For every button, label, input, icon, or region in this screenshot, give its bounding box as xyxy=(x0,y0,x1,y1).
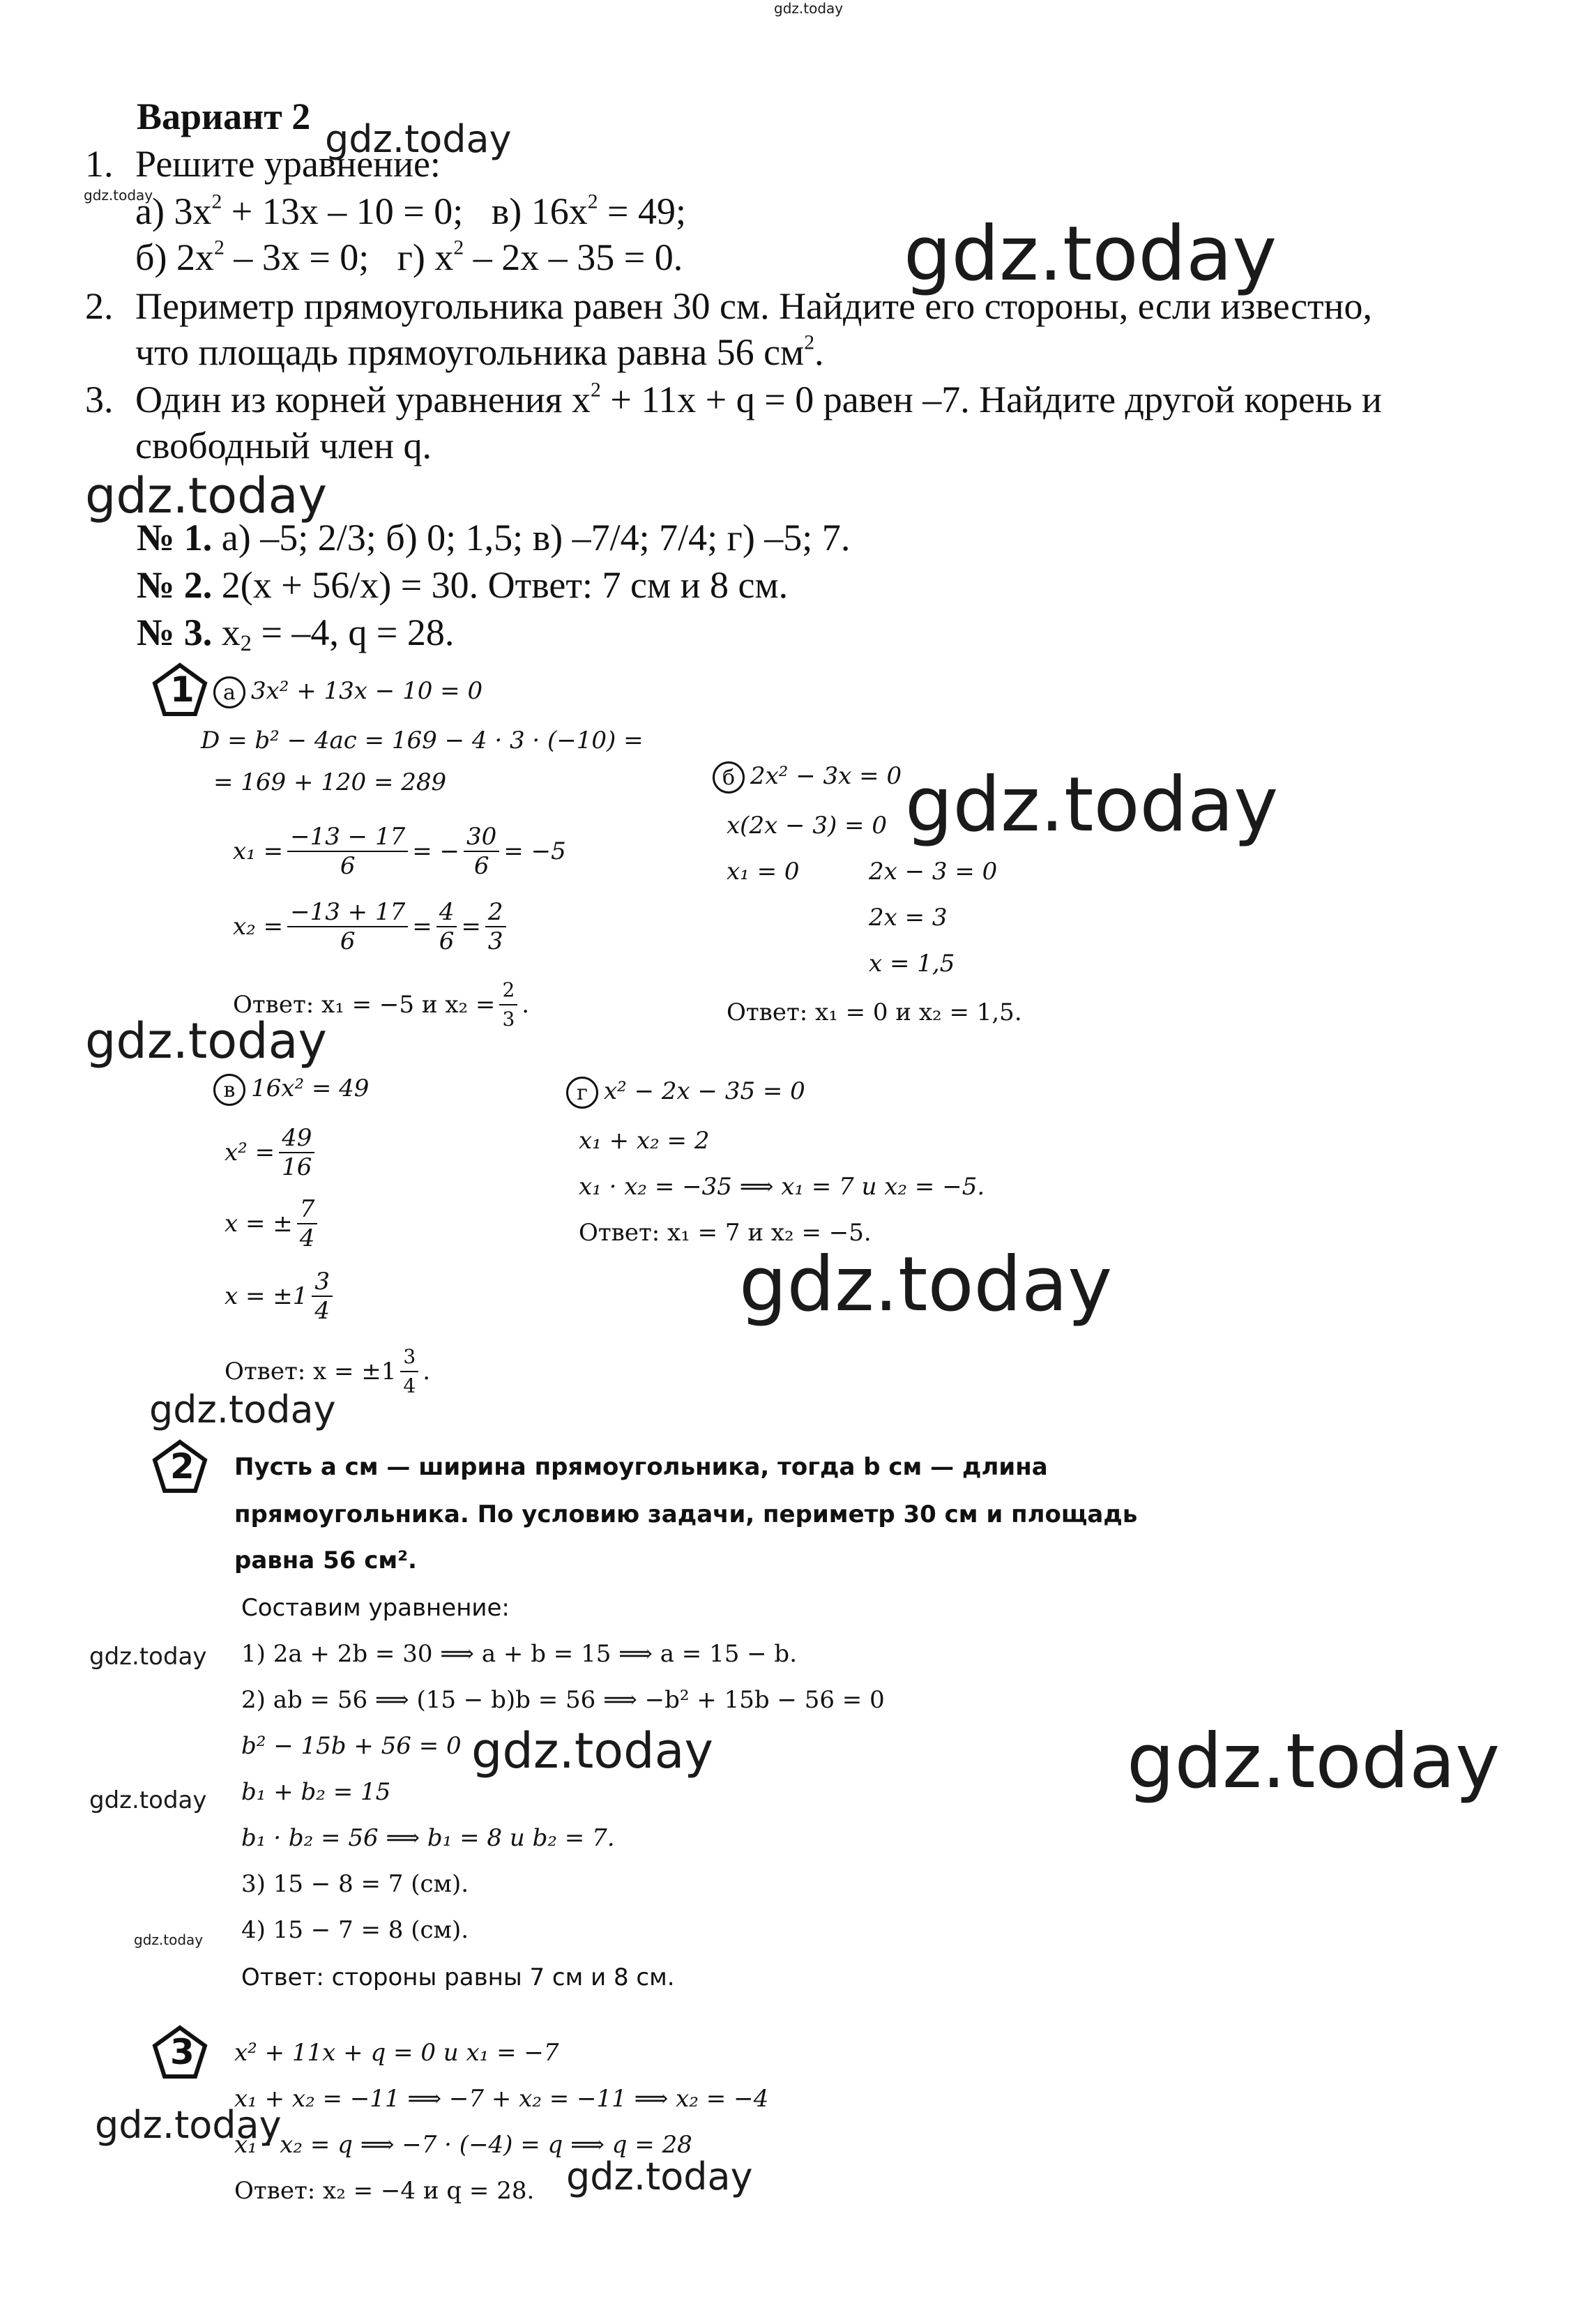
solution-1g-line: x₁ · x₂ = −35 ⟹ x₁ = 7 и x₂ = −5. xyxy=(579,1173,985,1201)
solution-1a-x2: x₂ = $\frac{-13 + 17}{6}$ = $\frac{4}{6}$ = $\frac{2}{3}$ xyxy=(233,898,510,955)
solution-2-text: равна 56 см². xyxy=(234,1547,417,1574)
watermark: gdz.today xyxy=(134,1931,204,1948)
solution-1a-x1: x₁ = $\frac{-13 - 17}{6}$ = − $\frac{30}{6}$ = −5 xyxy=(233,823,566,880)
task-number: 2. xyxy=(85,285,114,327)
solution-1v-line: x² = $\frac{49}{16}$ xyxy=(225,1124,319,1181)
solution-2-line: 1) 2a + 2b = 30 ⟹ a + b = 15 ⟹ a = 15 − b. xyxy=(241,1640,798,1668)
solution-2-text: прямоугольника. По условию задачи, периметр 30 см и площадь xyxy=(234,1501,1138,1528)
task-1-badge-number: 1 xyxy=(170,669,195,710)
task-3-line-2: свободный член q. xyxy=(135,425,432,466)
solution-2-line: Составим уравнение: xyxy=(241,1594,510,1622)
solution-3-line: x₁ · x₂ = q ⟹ −7 · (−4) = q ⟹ q = 28 xyxy=(234,2131,692,2159)
task-2 xyxy=(85,283,1372,329)
watermark: gdz.today xyxy=(325,117,512,161)
watermark: gdz.today xyxy=(85,467,327,524)
watermark: gdz.today xyxy=(471,1722,713,1779)
task-number: 1. xyxy=(85,143,114,185)
item-label-b: б xyxy=(713,761,745,793)
task-1-items-row-2 xyxy=(135,234,683,280)
solution-1b-answer: Ответ: x₁ = 0 и x₂ = 1,5. xyxy=(727,998,1022,1026)
task-number: 3. xyxy=(85,379,114,420)
solution-1v-answer: Ответ: x = ±1 $\frac{3}{4}$ . xyxy=(225,1343,430,1400)
solution-3-line: x₁ + x₂ = −11 ⟹ −7 + x₂ = −11 ⟹ x₂ = −4 xyxy=(234,2085,769,2113)
task-1-item-a: а) $3x^2 + 13x - 10 = 0$; xyxy=(135,190,464,232)
answer-3: № 3. $x_2 = -4$, q = 28. xyxy=(137,612,455,657)
solution-2-line: b₁ · b₂ = 56 ⟹ b₁ = 8 и b₂ = 7. xyxy=(241,1824,615,1852)
solution-3-line: x² + 11x + q = 0 и x₁ = −7 xyxy=(234,2039,559,2067)
watermark: gdz.today xyxy=(739,1241,1113,1328)
watermark: gdz.today xyxy=(149,1388,336,1432)
watermark: gdz.today xyxy=(95,2103,282,2147)
solution-1b-line: 2x = 3 xyxy=(869,904,948,932)
watermark: gdz.today xyxy=(566,2155,753,2199)
solution-1g-equation: г x² − 2x − 35 = 0 xyxy=(566,1077,805,1109)
solution-2-line: 2) ab = 56 ⟹ (15 − b)b = 56 ⟹ −b² + 15b − 56 = 0 xyxy=(241,1686,885,1714)
solution-1b-line: x₁ = 0 xyxy=(727,858,800,886)
item-label-a: а xyxy=(213,676,245,708)
solution-1g-line: x₁ + x₂ = 2 xyxy=(579,1127,710,1155)
header-watermark: gdz.today xyxy=(774,0,844,17)
watermark: gdz.today xyxy=(1127,1718,1500,1805)
task-1-item-v: в) $16x^2 = 49$; xyxy=(491,190,687,232)
solution-1v-line: x = ± $\frac{7}{4}$ xyxy=(225,1195,321,1252)
answer-2: № 2. 2(x + 56/x) = 30. Ответ: 7 см и 8 см. xyxy=(137,564,789,606)
solution-2-line: 3) 15 − 8 = 7 (см). xyxy=(241,1870,469,1898)
solution-2-line: b² − 15b + 56 = 0 xyxy=(241,1732,462,1760)
watermark: gdz.today xyxy=(89,1643,207,1671)
solution-1b-equation: б 2x² − 3x = 0 xyxy=(713,761,902,793)
task-1 xyxy=(85,141,441,187)
task-2-badge-number: 2 xyxy=(170,1446,195,1487)
solution-1a-equation: а 3x² + 13x − 10 = 0 xyxy=(213,676,482,708)
solution-1v-line: x = ±1 $\frac{3}{4}$ xyxy=(225,1268,337,1325)
solution-1a-discriminant-value: = 169 + 120 = 289 xyxy=(213,768,447,796)
task-1-item-b: б) $2x^2 - 3x = 0$; xyxy=(135,236,370,278)
task-1-items-row-1 xyxy=(135,188,686,234)
variant-title: Вариант 2 xyxy=(137,96,311,137)
item-label-g: г xyxy=(566,1077,598,1109)
watermark: gdz.today xyxy=(85,1012,327,1070)
solution-3-answer: Ответ: x₂ = −4 и q = 28. xyxy=(234,2177,535,2205)
solution-1b-line: x = 1,5 xyxy=(869,950,955,978)
watermark: gdz.today xyxy=(904,211,1277,298)
solution-2-answer: Ответ: стороны равны 7 см и 8 см. xyxy=(241,1964,675,1991)
solution-2-line: 4) 15 − 7 = 8 (см). xyxy=(241,1916,469,1944)
task-2-line-2: что площадь прямоугольника равна 56 $см^2$. xyxy=(135,331,824,373)
task-text: Решите уравнение: xyxy=(135,143,441,185)
solution-2-text: Пусть a см — ширина прямоугольника, тогда b см — длина xyxy=(234,1453,1048,1481)
solution-1b-line: 2x − 3 = 0 xyxy=(869,858,998,886)
solution-1a-discriminant: D = b² − 4ac = 169 − 4 · 3 · (−10) = xyxy=(201,727,644,754)
solution-1v-equation: в 16x² = 49 xyxy=(213,1074,369,1106)
task-1-item-g: г) $x^2 - 2x - 35 = 0$. xyxy=(397,236,683,278)
solution-1b-line: x(2x − 3) = 0 xyxy=(727,812,887,840)
task-3: 3. Один из корней уравнения $x^2 + 11x + q = 0$ равен –7. Найдите другой корень и xyxy=(85,377,1382,423)
solution-1g-answer: Ответ: x₁ = 7 и x₂ = −5. xyxy=(579,1219,872,1247)
solution-1a-answer: Ответ: x₁ = −5 и x₂ = $\frac{2}{3}$ . xyxy=(233,976,529,1033)
item-label-v: в xyxy=(213,1074,245,1106)
task-text: Периметр прямоугольника равен 30 см. Найдите его стороны, если известно, xyxy=(135,285,1373,327)
solution-2-line: b₁ + b₂ = 15 xyxy=(241,1778,391,1806)
answer-1: № 1. а) –5; 2/3; б) 0; 1,5; в) –7/4; 7/4; г) –5; 7. xyxy=(137,517,851,559)
task-3-badge-number: 3 xyxy=(170,2032,195,2072)
watermark: gdz.today xyxy=(905,761,1279,849)
watermark: gdz.today xyxy=(89,1786,207,1814)
watermark: gdz.today xyxy=(84,187,153,204)
